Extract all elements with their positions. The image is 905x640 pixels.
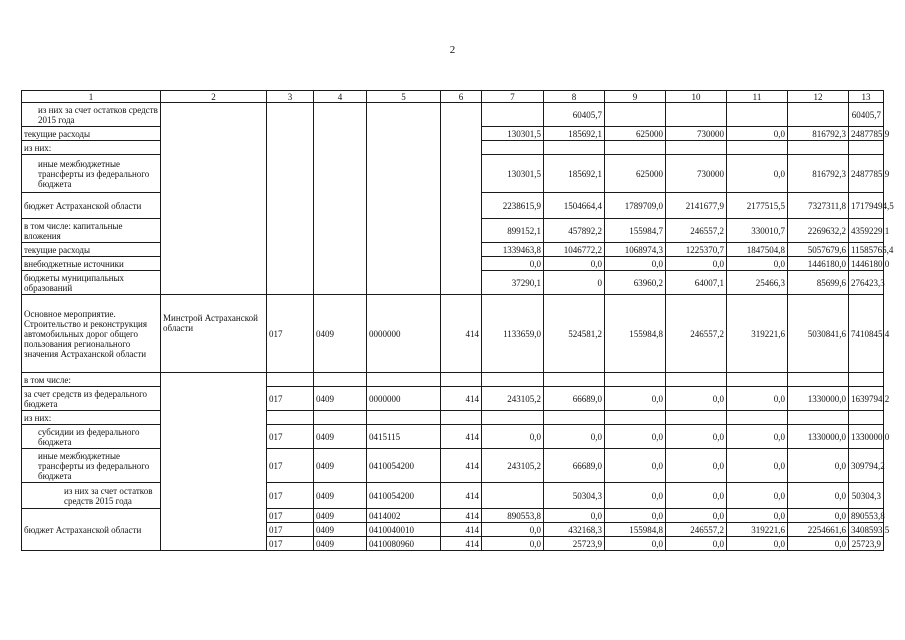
row-label: иные межбюджетные трансферты из федерального бюджета <box>22 449 161 483</box>
value-cell <box>727 373 788 387</box>
value-cell: 0,0 <box>727 449 788 483</box>
value-cell: 1330000,0 <box>788 387 849 411</box>
value-cell <box>482 141 544 155</box>
value-cell: 0409 <box>314 483 367 509</box>
value-cell <box>367 373 441 387</box>
value-cell <box>605 141 666 155</box>
value-cell: 2177515,5 <box>727 193 788 219</box>
value-cell: 625000 <box>605 127 666 141</box>
row-label: в том числе: <box>22 373 161 387</box>
value-cell: 414 <box>441 523 482 537</box>
value-cell: 0410040010 <box>367 523 441 537</box>
value-cell: 414 <box>441 537 482 551</box>
row-label: из них за счет остатков средств 2015 года <box>22 483 161 509</box>
value-cell <box>849 373 884 387</box>
value-cell: 2141677,9 <box>666 193 727 219</box>
value-cell: 130301,5 <box>482 155 544 193</box>
value-cell: 1847504,8 <box>727 243 788 257</box>
value-cell: 0,0 <box>544 509 605 523</box>
value-cell: 890553,8 <box>849 509 884 523</box>
value-cell <box>482 373 544 387</box>
value-cell: 2487785,9 <box>849 155 884 193</box>
value-cell: 0409 <box>314 523 367 537</box>
row-label: бюджет Астраханской области <box>22 509 161 551</box>
value-cell: 60405,7 <box>544 103 605 127</box>
value-cell: 0410054200 <box>367 483 441 509</box>
value-cell: 0,0 <box>605 425 666 449</box>
value-cell: 0,0 <box>727 537 788 551</box>
value-cell: 5030841,6 <box>788 295 849 373</box>
value-cell: 0,0 <box>605 509 666 523</box>
value-cell: 0 <box>544 271 605 295</box>
value-cell: 0000000 <box>367 387 441 411</box>
value-cell: 0,0 <box>727 257 788 271</box>
value-cell: 1133659,0 <box>482 295 544 373</box>
value-cell: 0414002 <box>367 509 441 523</box>
value-cell: 0,0 <box>788 449 849 483</box>
value-cell: 414 <box>441 509 482 523</box>
value-cell: 60405,7 <box>849 103 884 127</box>
value-cell: 0,0 <box>605 449 666 483</box>
column-header: 10 <box>666 91 727 103</box>
value-cell <box>441 103 482 295</box>
value-cell: 017 <box>267 523 314 537</box>
value-cell <box>314 411 367 425</box>
value-cell: 3408593,5 <box>849 523 884 537</box>
value-cell: 0,0 <box>666 509 727 523</box>
value-cell: 0410080960 <box>367 537 441 551</box>
column-header: 1 <box>22 91 161 103</box>
value-cell: 246557,2 <box>666 295 727 373</box>
value-cell: 0,0 <box>666 387 727 411</box>
table-row <box>22 295 884 373</box>
value-cell <box>727 103 788 127</box>
value-cell: 64007,1 <box>666 271 727 295</box>
value-cell: 816792,3 <box>788 155 849 193</box>
value-cell: 50304,3 <box>544 483 605 509</box>
value-cell: 0,0 <box>605 483 666 509</box>
value-cell: 155984,8 <box>605 295 666 373</box>
value-cell: 25723,9 <box>849 537 884 551</box>
value-cell: 414 <box>441 449 482 483</box>
value-cell: 2254661,6 <box>788 523 849 537</box>
value-cell: 0,0 <box>605 537 666 551</box>
value-cell: 0,0 <box>482 537 544 551</box>
value-cell: 63960,2 <box>605 271 666 295</box>
value-cell: 625000 <box>605 155 666 193</box>
value-cell: 0,0 <box>482 257 544 271</box>
value-cell <box>544 373 605 387</box>
value-cell: 185692,1 <box>544 155 605 193</box>
value-cell <box>441 411 482 425</box>
row-label: иные межбюджетные трансферты из федерального бюджета <box>22 155 161 193</box>
value-cell: 0,0 <box>666 449 727 483</box>
column-header: 12 <box>788 91 849 103</box>
value-cell: 1339463,8 <box>482 243 544 257</box>
value-cell: 243105,2 <box>482 449 544 483</box>
value-cell: 319221,6 <box>727 295 788 373</box>
executor-cell <box>161 373 267 551</box>
page-number: 2 <box>449 44 456 56</box>
value-cell: 37290,1 <box>482 271 544 295</box>
value-cell: 0,0 <box>788 483 849 509</box>
column-header: 4 <box>314 91 367 103</box>
column-header: 6 <box>441 91 482 103</box>
value-cell: 243105,2 <box>482 387 544 411</box>
table-row <box>22 103 884 127</box>
value-cell: 1639794,2 <box>849 387 884 411</box>
value-cell: 017 <box>267 537 314 551</box>
value-cell: 5057679,6 <box>788 243 849 257</box>
value-cell: 11585765,4 <box>849 243 884 257</box>
row-label: субсидии из федерального бюджета <box>22 425 161 449</box>
column-header: 13 <box>849 91 884 103</box>
value-cell: 85699,6 <box>788 271 849 295</box>
table-row <box>22 373 884 387</box>
value-cell: 309794,2 <box>849 449 884 483</box>
value-cell: 017 <box>267 449 314 483</box>
value-cell: 4359229,1 <box>849 219 884 243</box>
row-label: текущие расходы <box>22 127 161 141</box>
table-header-row <box>22 91 884 103</box>
value-cell: 0,0 <box>727 127 788 141</box>
value-cell: 25466,3 <box>727 271 788 295</box>
value-cell <box>314 373 367 387</box>
row-label: из них за счет остатков средств 2015 года <box>22 103 161 127</box>
value-cell: 1446180,0 <box>788 257 849 271</box>
budget-table <box>21 90 894 551</box>
value-cell: 0409 <box>314 295 367 373</box>
value-cell: 0,0 <box>727 509 788 523</box>
value-cell: 017 <box>267 483 314 509</box>
value-cell: 0,0 <box>666 425 727 449</box>
column-header: 5 <box>367 91 441 103</box>
row-label: за счет средств из федерального бюджета <box>22 387 161 411</box>
value-cell: 0,0 <box>544 257 605 271</box>
row-label: Основное мероприятие. Строительство и реконструкция автомобильных дорог общего пользования регионального значения Астраханской области <box>22 295 161 373</box>
column-header: 11 <box>727 91 788 103</box>
value-cell <box>482 483 544 509</box>
value-cell: 1789709,0 <box>605 193 666 219</box>
value-cell <box>666 103 727 127</box>
value-cell: 0,0 <box>727 483 788 509</box>
value-cell: 0,0 <box>666 257 727 271</box>
column-header: 7 <box>482 91 544 103</box>
executor-cell: Минстрой Астраханской области <box>161 295 267 373</box>
value-cell: 1046772,2 <box>544 243 605 257</box>
value-cell: 2238615,9 <box>482 193 544 219</box>
value-cell: 899152,1 <box>482 219 544 243</box>
value-cell: 7327311,8 <box>788 193 849 219</box>
value-cell: 0,0 <box>605 387 666 411</box>
value-cell: 0415115 <box>367 425 441 449</box>
value-cell: 2487785,9 <box>849 127 884 141</box>
value-cell: 0409 <box>314 387 367 411</box>
value-cell: 319221,6 <box>727 523 788 537</box>
value-cell <box>267 103 314 295</box>
value-cell: 0,0 <box>788 537 849 551</box>
column-header: 2 <box>161 91 267 103</box>
value-cell: 1225370,7 <box>666 243 727 257</box>
value-cell: 17179494,5 <box>849 193 884 219</box>
column-header: 9 <box>605 91 666 103</box>
value-cell: 524581,2 <box>544 295 605 373</box>
value-cell: 414 <box>441 425 482 449</box>
value-cell: 7410845,4 <box>849 295 884 373</box>
value-cell <box>605 373 666 387</box>
value-cell <box>605 103 666 127</box>
value-cell: 0409 <box>314 509 367 523</box>
column-header: 8 <box>544 91 605 103</box>
row-label: текущие расходы <box>22 243 161 257</box>
value-cell: 25723,9 <box>544 537 605 551</box>
row-label: бюджеты муниципальных образований <box>22 271 161 295</box>
value-cell: 816792,3 <box>788 127 849 141</box>
value-cell <box>727 411 788 425</box>
value-cell <box>849 411 884 425</box>
value-cell: 017 <box>267 387 314 411</box>
value-cell: 0,0 <box>666 537 727 551</box>
value-cell <box>314 103 367 295</box>
value-cell <box>788 141 849 155</box>
value-cell <box>727 141 788 155</box>
executor-cell <box>161 103 267 295</box>
value-cell: 0,0 <box>482 425 544 449</box>
value-cell <box>367 103 441 295</box>
value-cell: 0,0 <box>482 523 544 537</box>
value-cell <box>666 141 727 155</box>
value-cell: 0410054200 <box>367 449 441 483</box>
value-cell: 155984,7 <box>605 219 666 243</box>
table-row <box>22 425 884 449</box>
value-cell <box>267 411 314 425</box>
value-cell <box>441 373 482 387</box>
value-cell: 0409 <box>314 537 367 551</box>
value-cell: 185692,1 <box>544 127 605 141</box>
value-cell <box>849 141 884 155</box>
value-cell: 414 <box>441 483 482 509</box>
value-cell <box>544 141 605 155</box>
value-cell: 50304,3 <box>849 483 884 509</box>
value-cell: 0,0 <box>727 387 788 411</box>
value-cell: 1504664,4 <box>544 193 605 219</box>
value-cell <box>267 373 314 387</box>
value-cell: 0,0 <box>544 425 605 449</box>
value-cell: 330010,7 <box>727 219 788 243</box>
row-label: в том числе: капитальные вложения <box>22 219 161 243</box>
value-cell <box>367 411 441 425</box>
value-cell: 0,0 <box>788 509 849 523</box>
value-cell: 276423,3 <box>849 271 884 295</box>
value-cell: 0,0 <box>666 483 727 509</box>
value-cell: 017 <box>267 425 314 449</box>
row-label: бюджет Астраханской области <box>22 193 161 219</box>
value-cell: 155984,8 <box>605 523 666 537</box>
row-label: внебюджетные источники <box>22 257 161 271</box>
value-cell: 66689,0 <box>544 387 605 411</box>
row-label: из них: <box>22 141 161 155</box>
value-cell: 1330000,0 <box>788 425 849 449</box>
value-cell <box>788 373 849 387</box>
value-cell: 730000 <box>666 127 727 141</box>
value-cell: 017 <box>267 295 314 373</box>
value-cell: 0,0 <box>727 425 788 449</box>
value-cell: 432168,3 <box>544 523 605 537</box>
table-row <box>22 411 884 425</box>
value-cell: 130301,5 <box>482 127 544 141</box>
value-cell: 414 <box>441 387 482 411</box>
value-cell: 0,0 <box>605 257 666 271</box>
value-cell: 0409 <box>314 425 367 449</box>
row-label: из них: <box>22 411 161 425</box>
value-cell <box>482 411 544 425</box>
value-cell: 1446180,0 <box>849 257 884 271</box>
value-cell: 0409 <box>314 449 367 483</box>
value-cell: 0,0 <box>727 155 788 193</box>
value-cell <box>788 411 849 425</box>
value-cell: 0000000 <box>367 295 441 373</box>
value-cell: 246557,2 <box>666 219 727 243</box>
value-cell: 414 <box>441 295 482 373</box>
value-cell <box>482 103 544 127</box>
value-cell: 457892,2 <box>544 219 605 243</box>
value-cell: 730000 <box>666 155 727 193</box>
value-cell <box>544 411 605 425</box>
value-cell <box>666 411 727 425</box>
value-cell <box>788 103 849 127</box>
table-row <box>22 509 884 523</box>
value-cell: 2269632,2 <box>788 219 849 243</box>
value-cell: 1068974,3 <box>605 243 666 257</box>
table-row <box>22 387 884 411</box>
value-cell <box>605 411 666 425</box>
value-cell: 66689,0 <box>544 449 605 483</box>
table-row <box>22 449 884 483</box>
column-header: 3 <box>267 91 314 103</box>
table-row <box>22 483 884 509</box>
value-cell: 246557,2 <box>666 523 727 537</box>
value-cell: 890553,8 <box>482 509 544 523</box>
value-cell: 017 <box>267 509 314 523</box>
value-cell <box>666 373 727 387</box>
value-cell: 1330000,0 <box>849 425 884 449</box>
